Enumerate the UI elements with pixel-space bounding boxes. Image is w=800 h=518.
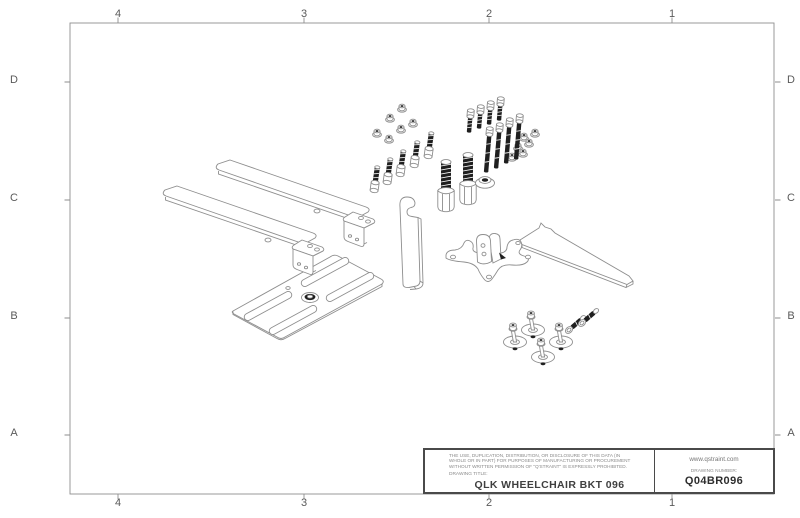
zone-label-left-A: A — [10, 427, 18, 439]
drawing-title-label: DRAWING TITLE: — [449, 471, 488, 477]
title-block-right — [654, 450, 773, 492]
socket-cap-screw — [424, 131, 436, 159]
drawing-number-label: DRAWING NUMBER: — [690, 469, 738, 474]
drawing-title: QLK WHEELCHAIR BKT 096 — [474, 478, 625, 491]
hex-nut — [531, 129, 540, 137]
socket-cap-screw — [370, 165, 382, 193]
hex-head-screw — [483, 127, 494, 173]
screw-with-cup-washer — [522, 311, 545, 338]
zone-label-top-4: 4 — [114, 8, 122, 20]
website-text: www.qstraint.com — [689, 456, 739, 463]
zone-label-right-D: D — [787, 74, 795, 86]
hex-nut — [385, 135, 394, 143]
hex-head-screw — [466, 109, 475, 133]
rail-upper-end-bracket — [343, 212, 375, 246]
hex-nut — [397, 125, 406, 133]
hex-nut — [525, 139, 534, 147]
zone-label-right-B: B — [787, 310, 795, 322]
zone-label-top-1: 1 — [668, 8, 676, 20]
drawing-number: Q04BR096 — [684, 475, 744, 487]
hex-head-screw — [493, 123, 504, 169]
legal-notice-line: WITHOUT WRITTEN PERMISSION OF "Q'STRAINT" IS EXPRESSLY PROHIBITED. — [449, 463, 627, 469]
zone-label-top-3: 3 — [300, 8, 308, 20]
zone-label-top-2: 2 — [485, 8, 493, 20]
hex-nut — [386, 114, 395, 122]
hex-head-screw — [496, 97, 505, 121]
hex-nut — [409, 119, 418, 127]
zone-label-bottom-1: 1 — [668, 497, 676, 509]
zone-label-bottom-4: 4 — [114, 497, 122, 509]
swivel-bracket — [446, 233, 531, 281]
flange-nut — [476, 177, 495, 189]
zone-label-left-C: C — [10, 192, 18, 204]
zone-label-left-B: B — [10, 310, 18, 322]
zone-label-bottom-3: 3 — [300, 497, 308, 509]
legal-notice-line: THE USE, DUPLICATION, DISTRIBUTION, OR DISCLOSURE OF THIS DATA (IN — [449, 453, 621, 458]
title-block — [423, 448, 775, 494]
zone-label-bottom-2: 2 — [485, 497, 493, 509]
legal-notice-line: WHOLE OR IN PART) FOR PURPOSES OF MANUFACTURING OR PROCUREMENT — [449, 458, 631, 464]
hex-nut — [519, 149, 528, 157]
hex-nut — [373, 129, 382, 137]
title-block-left — [425, 450, 654, 492]
socket-cap-screw — [396, 149, 408, 177]
zone-label-left-D: D — [10, 74, 18, 86]
socket-cap-screw — [410, 140, 422, 168]
hook-bracket — [400, 197, 423, 290]
hex-nut — [398, 104, 407, 112]
large-hex-bolt — [438, 160, 454, 212]
wedge-plate — [520, 223, 633, 288]
hex-head-screw — [476, 105, 485, 129]
socket-cap-screw — [383, 157, 395, 185]
hex-head-screw — [486, 101, 495, 125]
zone-label-right-A: A — [787, 427, 795, 439]
large-hex-bolt — [460, 153, 476, 205]
zone-label-right-C: C — [787, 192, 795, 204]
